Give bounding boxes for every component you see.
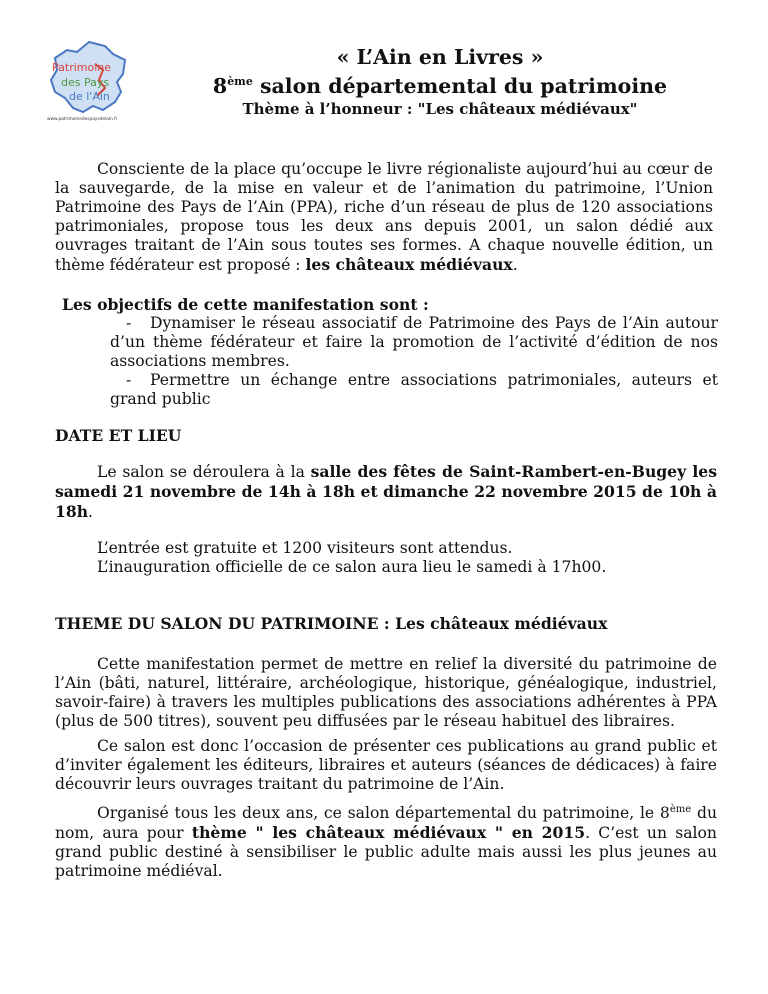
event-info [97,539,606,577]
objectives-list [110,314,718,409]
logo-line3: de l'Ain [69,90,110,103]
theme-paragraph-2: Ce salon est donc l’occasion de présenter ces publications au grand public et d’inviter également les éditeurs, libraires et auteurs (séances de dédicaces) à faire découvrir leurs ouvrages traitant du patrimoine de l’Ain. [55,737,717,793]
date-paragraph: Le salon se déroulera à la salle des fêtes de Saint-Rambert-en-Bugey les samedi 21 novembre de 14h à 18h et dimanche 22 novembre 2015 de 10h à 18h. [55,462,717,521]
ppa-logo [45,40,130,122]
date-section-heading: DATE ET LIEU [55,426,182,445]
objectives-title: Les objectifs de cette manifestation sont : [62,295,429,314]
theme-section-heading: THEME DU SALON DU PATRIMOINE : Les châteaux médiévaux [55,614,608,633]
inauguration-info: L’inauguration officielle de ce salon aura lieu le samedi à 17h00. [97,558,607,576]
document-subtitle: 8ème salon départemental du patrimoine [212,73,668,98]
document-theme: Thème à l’honneur : "Les châteaux médiévaux" [242,99,638,118]
logo-line2: des Pays [61,76,110,89]
document-header [160,44,720,120]
logo-line1: Patrimoine [52,61,112,74]
document-title: « L’Ain en Livres » [336,45,544,69]
list-item: - Dynamiser le réseau associatif de Patrimoine des Pays de l’Ain autour d’un thème fédérateur et faire la promotion de l’activité d’édition de nos associations membres. [110,314,718,370]
logo-url: www.patrimoinedespaysdelain.fr [47,117,118,122]
list-item: - Permettre un échange entre associations patrimoniales, auteurs et grand public [110,371,718,408]
theme-paragraph-1: Cette manifestation permet de mettre en relief la diversité du patrimoine de l’Ain (bâti, naturel, littéraire, archéologique, historique, généalogique, industriel, savoir-faire) à travers les multiples publications des associations adhérentes à PPA (plus de 500 titres), souvent peu diffusées par le réseau habituel des libraires. [55,655,717,730]
theme-paragraph-3: Organisé tous les deux ans, ce salon départemental du patrimoine, le 8ème du nom, aura pour thème " les châteaux médiévaux " en 2015. C’est un salon grand public destiné à sensibiliser le public adulte mais aussi les plus jeunes au patrimoine médiéval. [55,804,717,881]
entry-info: L’entrée est gratuite et 1200 visiteurs sont attendus. [97,539,513,557]
theme-section-body [55,655,717,887]
map-of-ain-icon [45,40,130,122]
intro-paragraph: Consciente de la place qu’occupe le livre régionaliste aujourd’hui au cœur de la sauvegarde, de la mise en valeur et de l’animation du patrimoine, l’Union Patrimoine des Pays de l’Ain (PPA), riche d’un réseau de plus de 120 associations patrimoniales, propose tous les deux ans depuis 2001, un salon dédié aux ouvrages traitant de l’Ain sous toutes ses formes. A chaque nouvelle édition, un thème fédérateur est proposé : les châteaux médiévaux. [55,160,713,274]
